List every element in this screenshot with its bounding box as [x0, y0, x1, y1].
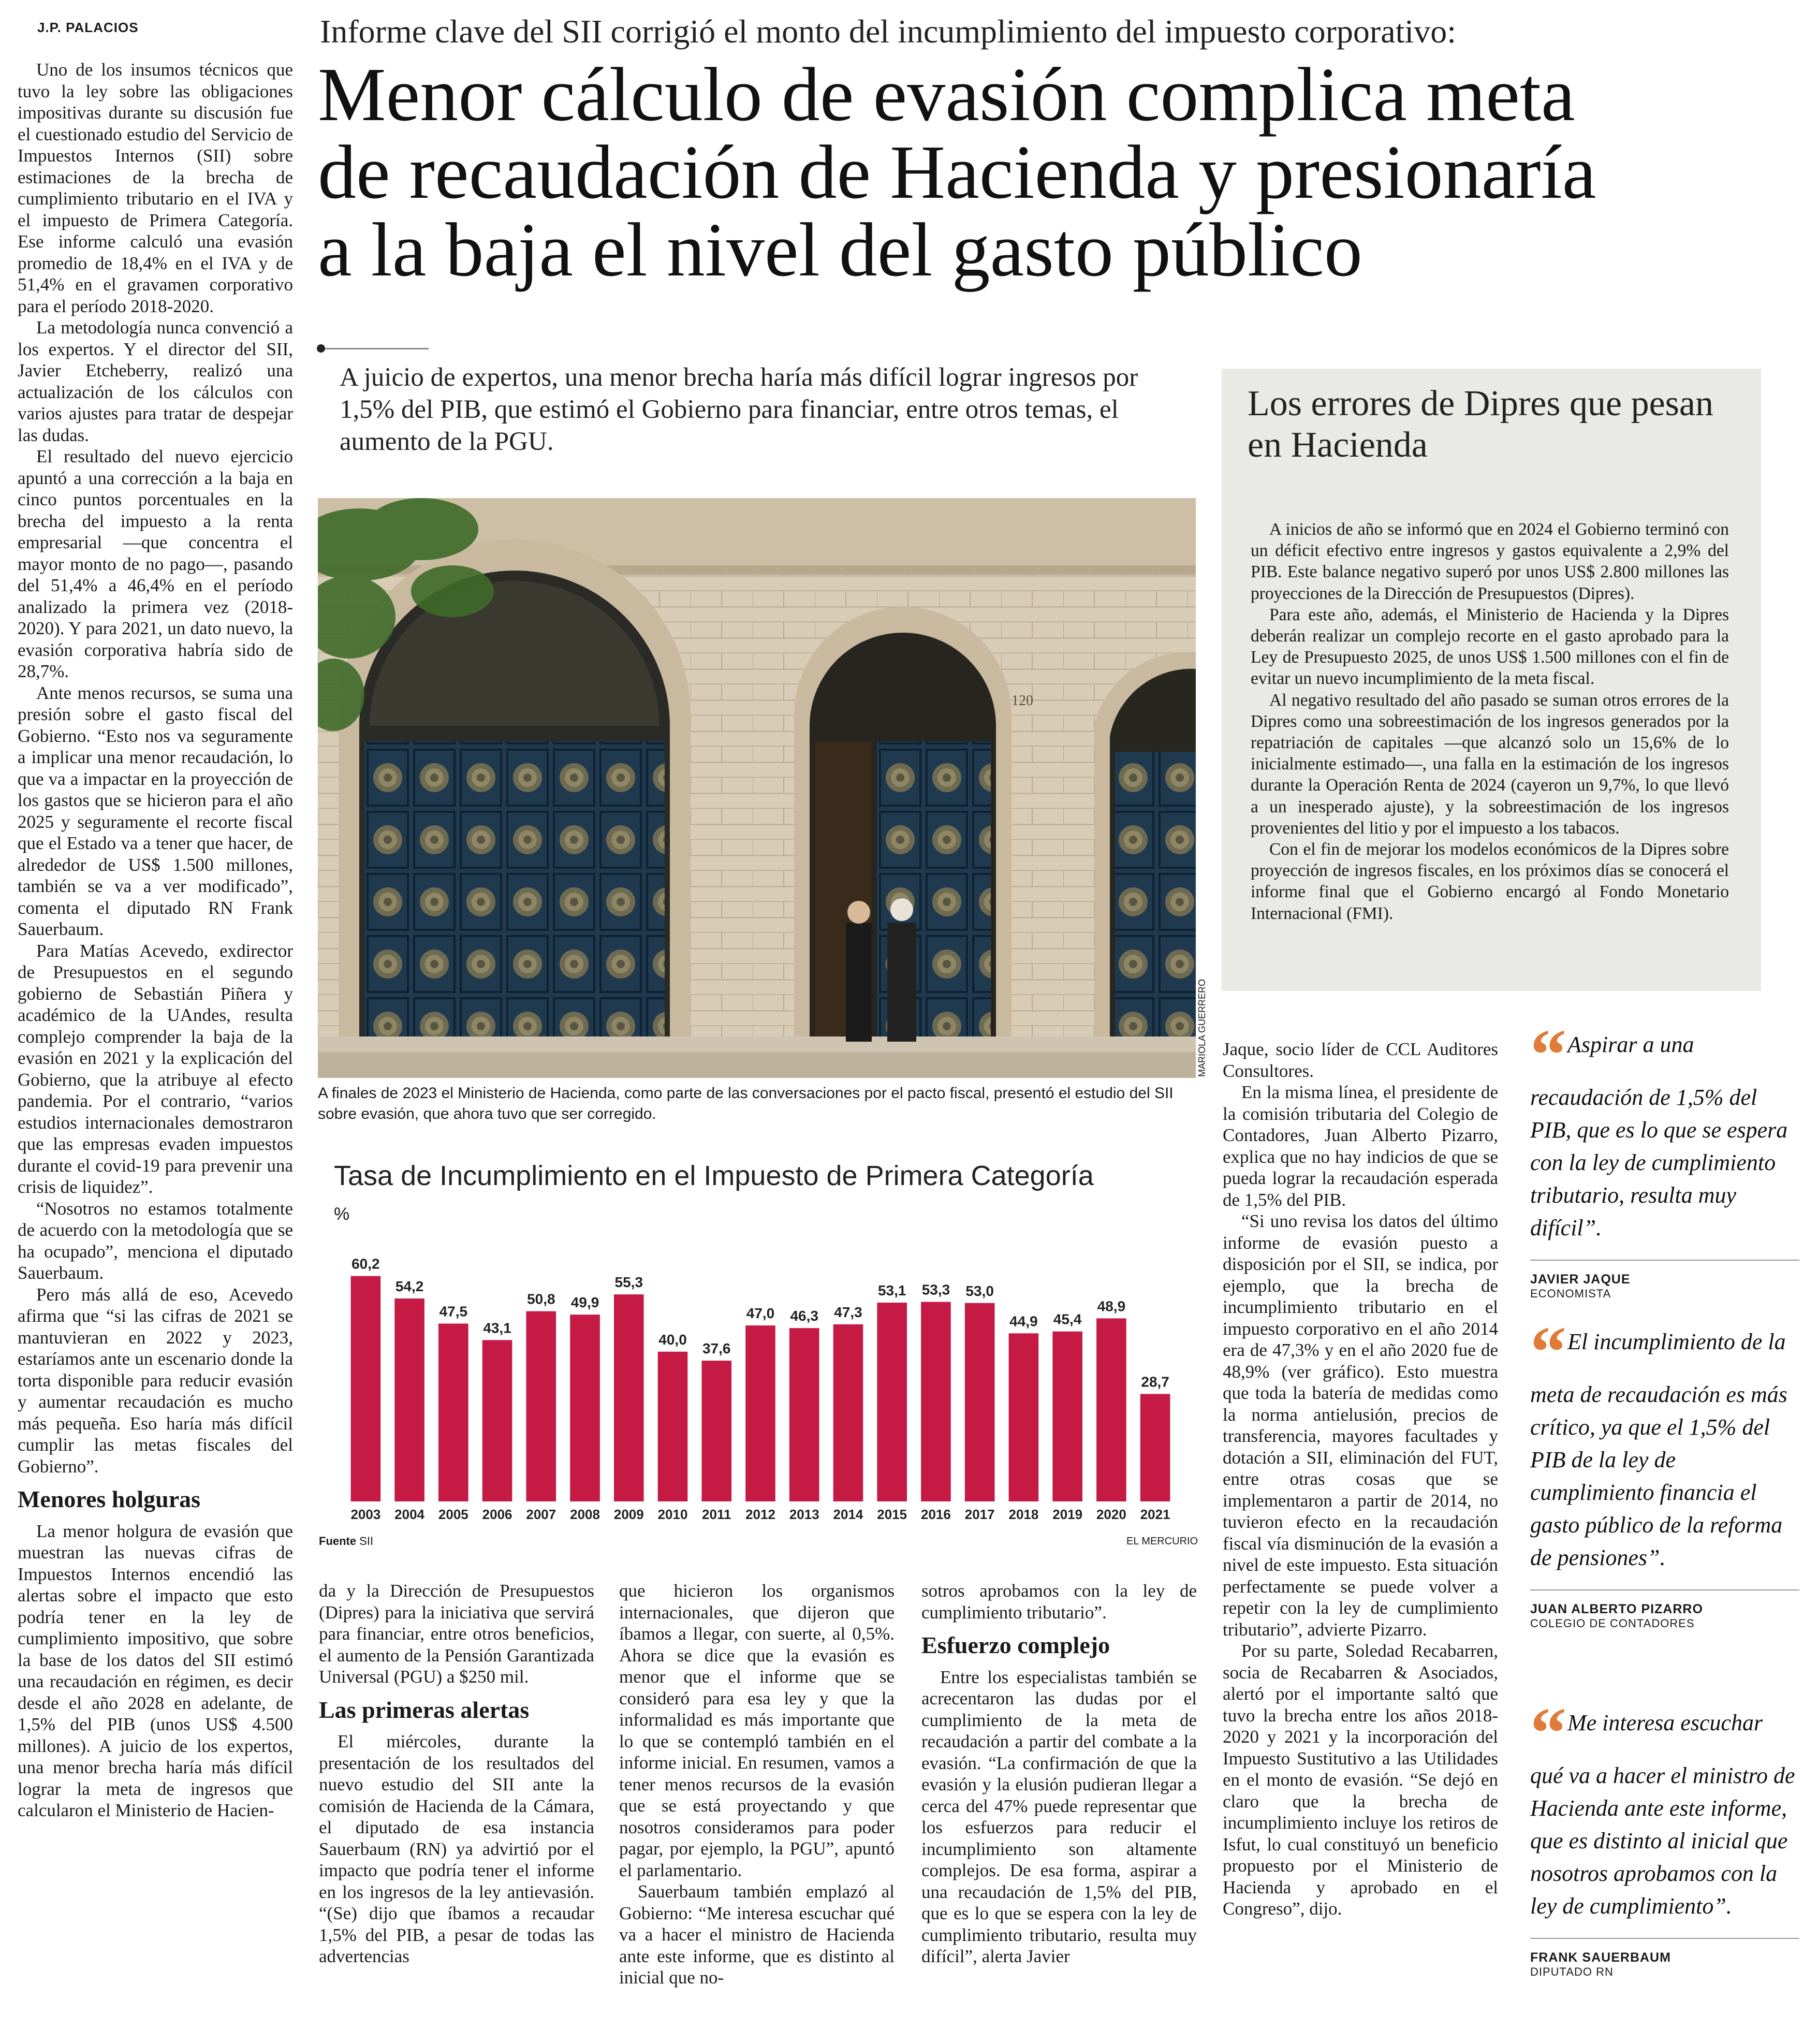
data-label: 49,9 [570, 1294, 599, 1311]
paragraph: En la misma línea, el presidente de la comisión tributaria del Colegio de Contadores, Juan Alberto Pizarro, explica que no hay indicios de que se pueda lograr la recaudación esperada de 1,5% del PIB. [1223, 1082, 1498, 1210]
headline-line: Menor cálculo de evasión complica meta [318, 52, 1575, 137]
data-label: 53,0 [965, 1282, 994, 1299]
bar-2009 [614, 1294, 644, 1501]
x-tick-label: 2004 [394, 1507, 425, 1522]
paragraph: sotros aprobamos con la ley de cumplimiento tributario”. [921, 1581, 1197, 1623]
byline: J.P. PALACIOS [37, 20, 139, 35]
chart-bars [318, 1232, 1198, 1522]
divider [1530, 1260, 1799, 1261]
x-tick-label: 2013 [789, 1507, 819, 1522]
data-label: 55,3 [614, 1274, 643, 1291]
x-tick-label: 2009 [613, 1507, 644, 1522]
paragraph: Sauerbaum también emplazó al Gobierno: “Me interesa escuchar qué va a hacer el ministro de Hacienda ante este informe, que es distinto al inicial que no- [619, 1881, 895, 1988]
quote-author: JUAN ALBERTO PIZARRO [1530, 1602, 1703, 1616]
pull-quote [1530, 1312, 1799, 1630]
x-tick-label: 2016 [921, 1507, 951, 1522]
divider [320, 348, 429, 349]
data-label: 50,8 [527, 1291, 555, 1307]
chart-unit: % [334, 1204, 350, 1224]
paragraph: El resultado del nuevo ejercicio apuntó a una corrección a la baja en cinco puntos porcentuales en la brecha del impuesto a la renta empresarial —que concentra el mayor monto de no pago—, pasando del 51,4% a 46,4% en el período analizado la primera vez (2018-2020). Y para 2021, un dato nuevo, la evasión corporativa habría sido de 28,7%. [18, 446, 293, 681]
x-tick-label: 2018 [1008, 1507, 1039, 1522]
x-tick-label: 2007 [526, 1507, 556, 1522]
bar-2004 [394, 1298, 424, 1501]
data-label: 28,7 [1141, 1374, 1169, 1390]
lede: A juicio de expertos, una menor brecha haría más difícil lograr ingresos por 1,5% del PIB, que estimó el Gobierno para financiar, entre otros temas, el aumento de la PGU. [340, 363, 1138, 456]
x-tick-label: 2008 [570, 1507, 600, 1522]
quote-text: Me interesa escuchar qué va a hacer el ministro de Hacienda ante este informe, que es distinto al inicial que nosotros aprobamos con la ley de cumplimiento”. [1530, 1710, 1795, 1919]
kicker: Informe clave del SII corrigió el monto del incumplimiento del impuesto corporativo: [320, 13, 1456, 50]
x-tick-label: 2006 [482, 1507, 512, 1522]
bar-2006 [482, 1340, 512, 1501]
column-5 [1223, 1039, 1498, 1920]
x-tick-label: 2020 [1096, 1507, 1126, 1522]
bar-2012 [745, 1325, 775, 1501]
data-label: 43,1 [483, 1320, 511, 1336]
column-4 [921, 1580, 1197, 1967]
paragraph: Para Matías Acevedo, exdirector de Presupuestos en el segundo gobierno de Sebastián Piñera y académico de la UAndes, resulta complejo comprender la baja de la evasión en 2021 y la explicación del Gobierno, que la atribuye al efecto pandemia. Por el contrario, “varios estudios internacionales demostraron que las empresas evaden impuestos durante el covid-19 para prevenir una crisis de liquidez”. [18, 940, 293, 1197]
x-tick-label: 2005 [438, 1507, 468, 1522]
data-label: 47,3 [834, 1304, 862, 1320]
photo-building [318, 498, 1196, 1078]
x-tick-label: 2017 [964, 1507, 995, 1522]
sidebar-title: Los errores de Dipres que pesan en Hacienda [1248, 384, 1713, 465]
subheading: Las primeras alertas [319, 1696, 530, 1723]
bar-2013 [789, 1328, 819, 1501]
paragraph: da y la Dirección de Presupuestos (Dipres) para la iniciativa que servirá para financiar, entre otros beneficios, el aumento de la Pensión Garantizada Universal (PGU) a $250 mil. [319, 1581, 594, 1687]
data-label: 60,2 [351, 1255, 380, 1272]
quote-text: El incumplimiento de la meta de recaudación es más crítico, ya que el 1,5% del PIB de la ley de cumplimiento financia el gasto público de la reforma de pensiones”. [1530, 1329, 1787, 1570]
column-3 [619, 1580, 895, 1989]
sidebar-body [1251, 519, 1729, 924]
x-tick-label: 2015 [877, 1507, 907, 1522]
column-1 [18, 59, 293, 1821]
x-tick-label: 2011 [702, 1507, 731, 1522]
bar-2017 [965, 1303, 995, 1501]
chart-source: Fuente SII [319, 1535, 374, 1547]
quote-author: JAVIER JAQUE [1530, 1272, 1631, 1287]
bar-2014 [833, 1324, 863, 1501]
data-label: 44,9 [1009, 1313, 1038, 1330]
x-tick-label: 2021 [1140, 1507, 1170, 1522]
data-label: 40,0 [658, 1331, 687, 1348]
sidebar-paragraph: A inicios de año se informó que en 2024 el Gobierno terminó con un déficit efectivo entre ingresos y gastos equivalente a 2,9% del PIB. Este balance negativo superó por unos US$ 2.800 millones las proyecciones de la Dirección de Presupuestos (Dipres). [1251, 520, 1729, 603]
data-label: 45,4 [1053, 1311, 1082, 1327]
paragraph: Por su parte, Soledad Recabarren, socia de Recabarren & Asociados, alertó por el importante saltó que tuvo la brecha entre los años 2018-2020 y 2021 y la incorporación del Impuesto Sustitutivo a las Utilidades en el monto de evasión. “Se dejó en claro que la brecha de incumplimiento incluye los retiros de Isfut, lo cual constituyó un beneficio propuesto por el Ministerio de Hacienda y aprobado en el Congreso”, dijo. [1223, 1641, 1498, 1919]
x-tick-label: 2003 [350, 1507, 381, 1522]
door-number: 120 [1011, 693, 1033, 709]
divider [1530, 1938, 1799, 1939]
data-label: 54,2 [395, 1278, 424, 1295]
paragraph: “Nosotros no estamos totalmente de acuerdo con la metodología que se ha ocupado”, menciona el diputado Sauerbaum. [18, 1198, 293, 1283]
bar-2007 [526, 1311, 556, 1501]
paragraph: La metodología nunca convenció a los expertos. Y el director del SII, Javier Etcheberry, realizó una actualización de los cálculos con varios ajustes para tratar de despejar las dudas. [18, 317, 293, 445]
paragraph: Entre los especialistas también se acrecentaron las dudas por el cumplimiento de la meta de recaudación a partir del combate a la evasión. “La confirmación de que la evasión y la elusión pudieran llegar a cerca del 47% puede representar que los esfuerzos para reducir el incumplimiento son altamente complejos. De esa forma, aspirar a una recaudación de 1,5% del PIB, que es lo que se espera con la ley de cumplimiento tributario, resulta muy difícil”, alerta Javier [921, 1667, 1197, 1966]
bar-2020 [1096, 1318, 1126, 1501]
bar-2018 [1009, 1333, 1039, 1501]
data-label: 47,5 [439, 1303, 468, 1320]
paragraph: “Si uno revisa los datos del último informe de evasión puesto a disposición por el SII, se indica, por ejemplo, que la brecha de incumplimiento tributario en el impuesto corporativo en el año 2014 era de 47,3% y en el año 2020 fue de 48,9% (ver gráfico). Esto muestra que toda la batería de medidas como la norma antielusión, precios de transferencia, mayores facultades y dotación a SII, eliminación del FUT, entre otras cosas que se implementaron a partir de 2014, no tuvieron efecto en la recaudación fiscal vía disminución de la evasión a nivel de este impuesto. Esta situación perfectamente se puede volver a repetir con la ley de cumplimiento tributario”, advierte Pizarro. [1223, 1211, 1498, 1640]
x-tick-label: 2014 [833, 1507, 863, 1522]
bar-2015 [877, 1303, 907, 1501]
chart-title: Tasa de Incumplimiento en el Impuesto de Primera Categoría [334, 1160, 1094, 1191]
photo-caption: A finales de 2023 el Ministerio de Hacienda, como parte de las conversaciones por el pacto fiscal, presentó el estudio del SII sobre evasión, que ahora tuvo que ser corregido. [318, 1085, 1174, 1122]
bullet-dot [317, 344, 325, 353]
photo-credit: MARIOLA GUERRERO [1197, 979, 1207, 1077]
headline-line: de recaudación de Hacienda y presionaría [318, 130, 1596, 215]
quote-text: Aspirar a una recaudación de 1,5% del PIB, que es lo que se espera con la ley de cumplimiento tributario, resulta muy difícil”. [1530, 1032, 1788, 1240]
subheading: Esfuerzo complejo [921, 1632, 1110, 1658]
quote-mark-icon: “ [1530, 1693, 1563, 1773]
data-label: 48,9 [1097, 1298, 1126, 1315]
paragraph: Jaque, socio líder de CCL Auditores Consultores. [1223, 1039, 1498, 1081]
paragraph: que hicieron los organismos internacionales, que dijeron que íbamos a llegar, con suerte, al 0,5%. Ahora se dice que la evasión es menor que el informe que se consideró para esa ley y que la informalidad es más importante que lo que se contempló también en el informe inicial. En resumen, vamos a tener menos recursos de la evasión que se está proyectando y que nosotros consideramos para poder pagar, por ejemplo, la PGU”, apuntó el parlamentario. [619, 1581, 895, 1880]
bar-2016 [921, 1302, 951, 1501]
quote-role: ECONOMISTA [1530, 1287, 1611, 1300]
quote-mark-icon: “ [1530, 1015, 1563, 1095]
paragraph: Ante menos recursos, se suma una presión sobre el gasto fiscal del Gobierno. “Esto nos va seguramente a implicar una menor recaudación, lo que va a impactar en la proyección de los gastos que se hicieron para el año 2025 y seguramente el recorte fiscal que el Estado va a tener que hacer, de alrededor de US$ 1.500 millones, también se va a ver modificado”, comenta el diputado RN Frank Sauerbaum. [18, 682, 293, 939]
bar-2003 [351, 1276, 381, 1501]
x-tick-label: 2012 [745, 1507, 775, 1522]
quote-mark-icon: “ [1530, 1312, 1563, 1392]
headline [318, 52, 1798, 293]
data-label: 37,6 [702, 1340, 731, 1357]
quote-role: COLEGIO DE CONTADORES [1530, 1617, 1695, 1630]
headline-line: a la baja el nivel del gasto público [318, 208, 1362, 293]
pull-quote [1530, 1693, 1799, 1979]
paragraph: Pero más allá de eso, Acevedo afirma que “si las cifras de 2021 se mantuvieran en 2022 y 2023, estaríamos ante un escenario donde la torta disponible para reducir evasión y aumentar recaudación es mucho más pequeña. Eso haría más difícil cumplir las metas fiscales del Gobierno”. [18, 1284, 293, 1477]
bar-2019 [1052, 1332, 1082, 1501]
bar-2005 [438, 1324, 468, 1501]
column-2 [319, 1580, 594, 1967]
pull-quote [1530, 1015, 1799, 1301]
sidebar-paragraph: Con el fin de mejorar los modelos económicos de la Dipres sobre proyección de ingresos fiscales, en los próximos días se conocerá el informe final que el Gobierno encargó al Fondo Monetario Internacional (FMI). [1251, 840, 1729, 923]
data-label: 47,0 [746, 1305, 775, 1322]
data-label: 53,1 [877, 1282, 906, 1299]
chart-credit: EL MERCURIO [1126, 1536, 1198, 1547]
paragraph: La menor holgura de evasión que muestran las nuevas cifras de Impuestos Internos encendió las alertas sobre el impacto que esto podría tener en la ley de cumplimiento impositivo, que sobre la base de los datos del SII estimó una recaudación en régimen, es decir desde el año 2028 en adelante, de 1,5% del PIB (unos US$ 4.500 millones). A juicio de los expertos, una menor brecha haría más difícil lograr la meta de ingresos que calcularon el Ministerio de Hacien- [18, 1521, 293, 1820]
paragraph: Uno de los insumos técnicos que tuvo la ley sobre las obligaciones impositivas durante su discusión fue el cuestionado estudio del Servicio de Impuestos Internos (SII) sobre estimaciones de la brecha de cumplimiento tributario en el IVA y el impuesto de Primera Categoría. Ese informe calculó una evasión promedio de 18,4% en el IVA y de 51,4% en el gravamen corporativo para el período 2018-2020. [18, 60, 293, 316]
bar-2011 [701, 1361, 731, 1501]
quote-author: FRANK SAUERBAUM [1530, 1950, 1671, 1965]
data-label: 46,3 [790, 1308, 818, 1324]
data-label: 53,3 [921, 1281, 950, 1298]
bar-2008 [570, 1315, 600, 1501]
quote-role: DIPUTADO RN [1530, 1965, 1614, 1978]
sidebar-paragraph: Para este año, además, el Ministerio de Hacienda y la Dipres deberán realizar un complejo recorte en el gasto aprobado para la Ley de Presupuesto 2025, de unos US$ 1.500 millones con el fin de evitar un nuevo incumplimiento de la meta fiscal. [1251, 605, 1729, 689]
bar-2021 [1140, 1394, 1170, 1501]
divider [1530, 1589, 1799, 1590]
subheading: Menores holguras [18, 1486, 201, 1512]
paragraph: El miércoles, durante la presentación de los resultados del nuevo estudio del SII ante la comisión de Hacienda de la Cámara, el diputado de esa instancia Sauerbaum (RN) ya advirtió por el impacto que podría tener el informe en los ingresos de la ley antievasión. “(Se) dijo que íbamos a recaudar 1,5% del PIB, a pesar de todas las advertencias [319, 1731, 594, 1966]
building-illustration [318, 498, 1196, 1078]
sidebar-paragraph: Al negativo resultado del año pasado se suman otros errores de la Dipres como una sobreestimación de los ingresos generados por la repatriación de capitales —que alcanzó solo un 15,6% de lo inicialmente estimado—, una falla en la estimación de los ingresos durante la Operación Renta de 2024 (cayeron un 9,7%, lo que llevó a un inesperado ajuste), y la sobreestimación de los ingresos provenientes del litio y por el impuesto a los tabacos. [1251, 690, 1729, 838]
bar-2010 [658, 1352, 688, 1501]
x-tick-label: 2010 [657, 1507, 688, 1522]
x-tick-label: 2019 [1052, 1507, 1083, 1522]
